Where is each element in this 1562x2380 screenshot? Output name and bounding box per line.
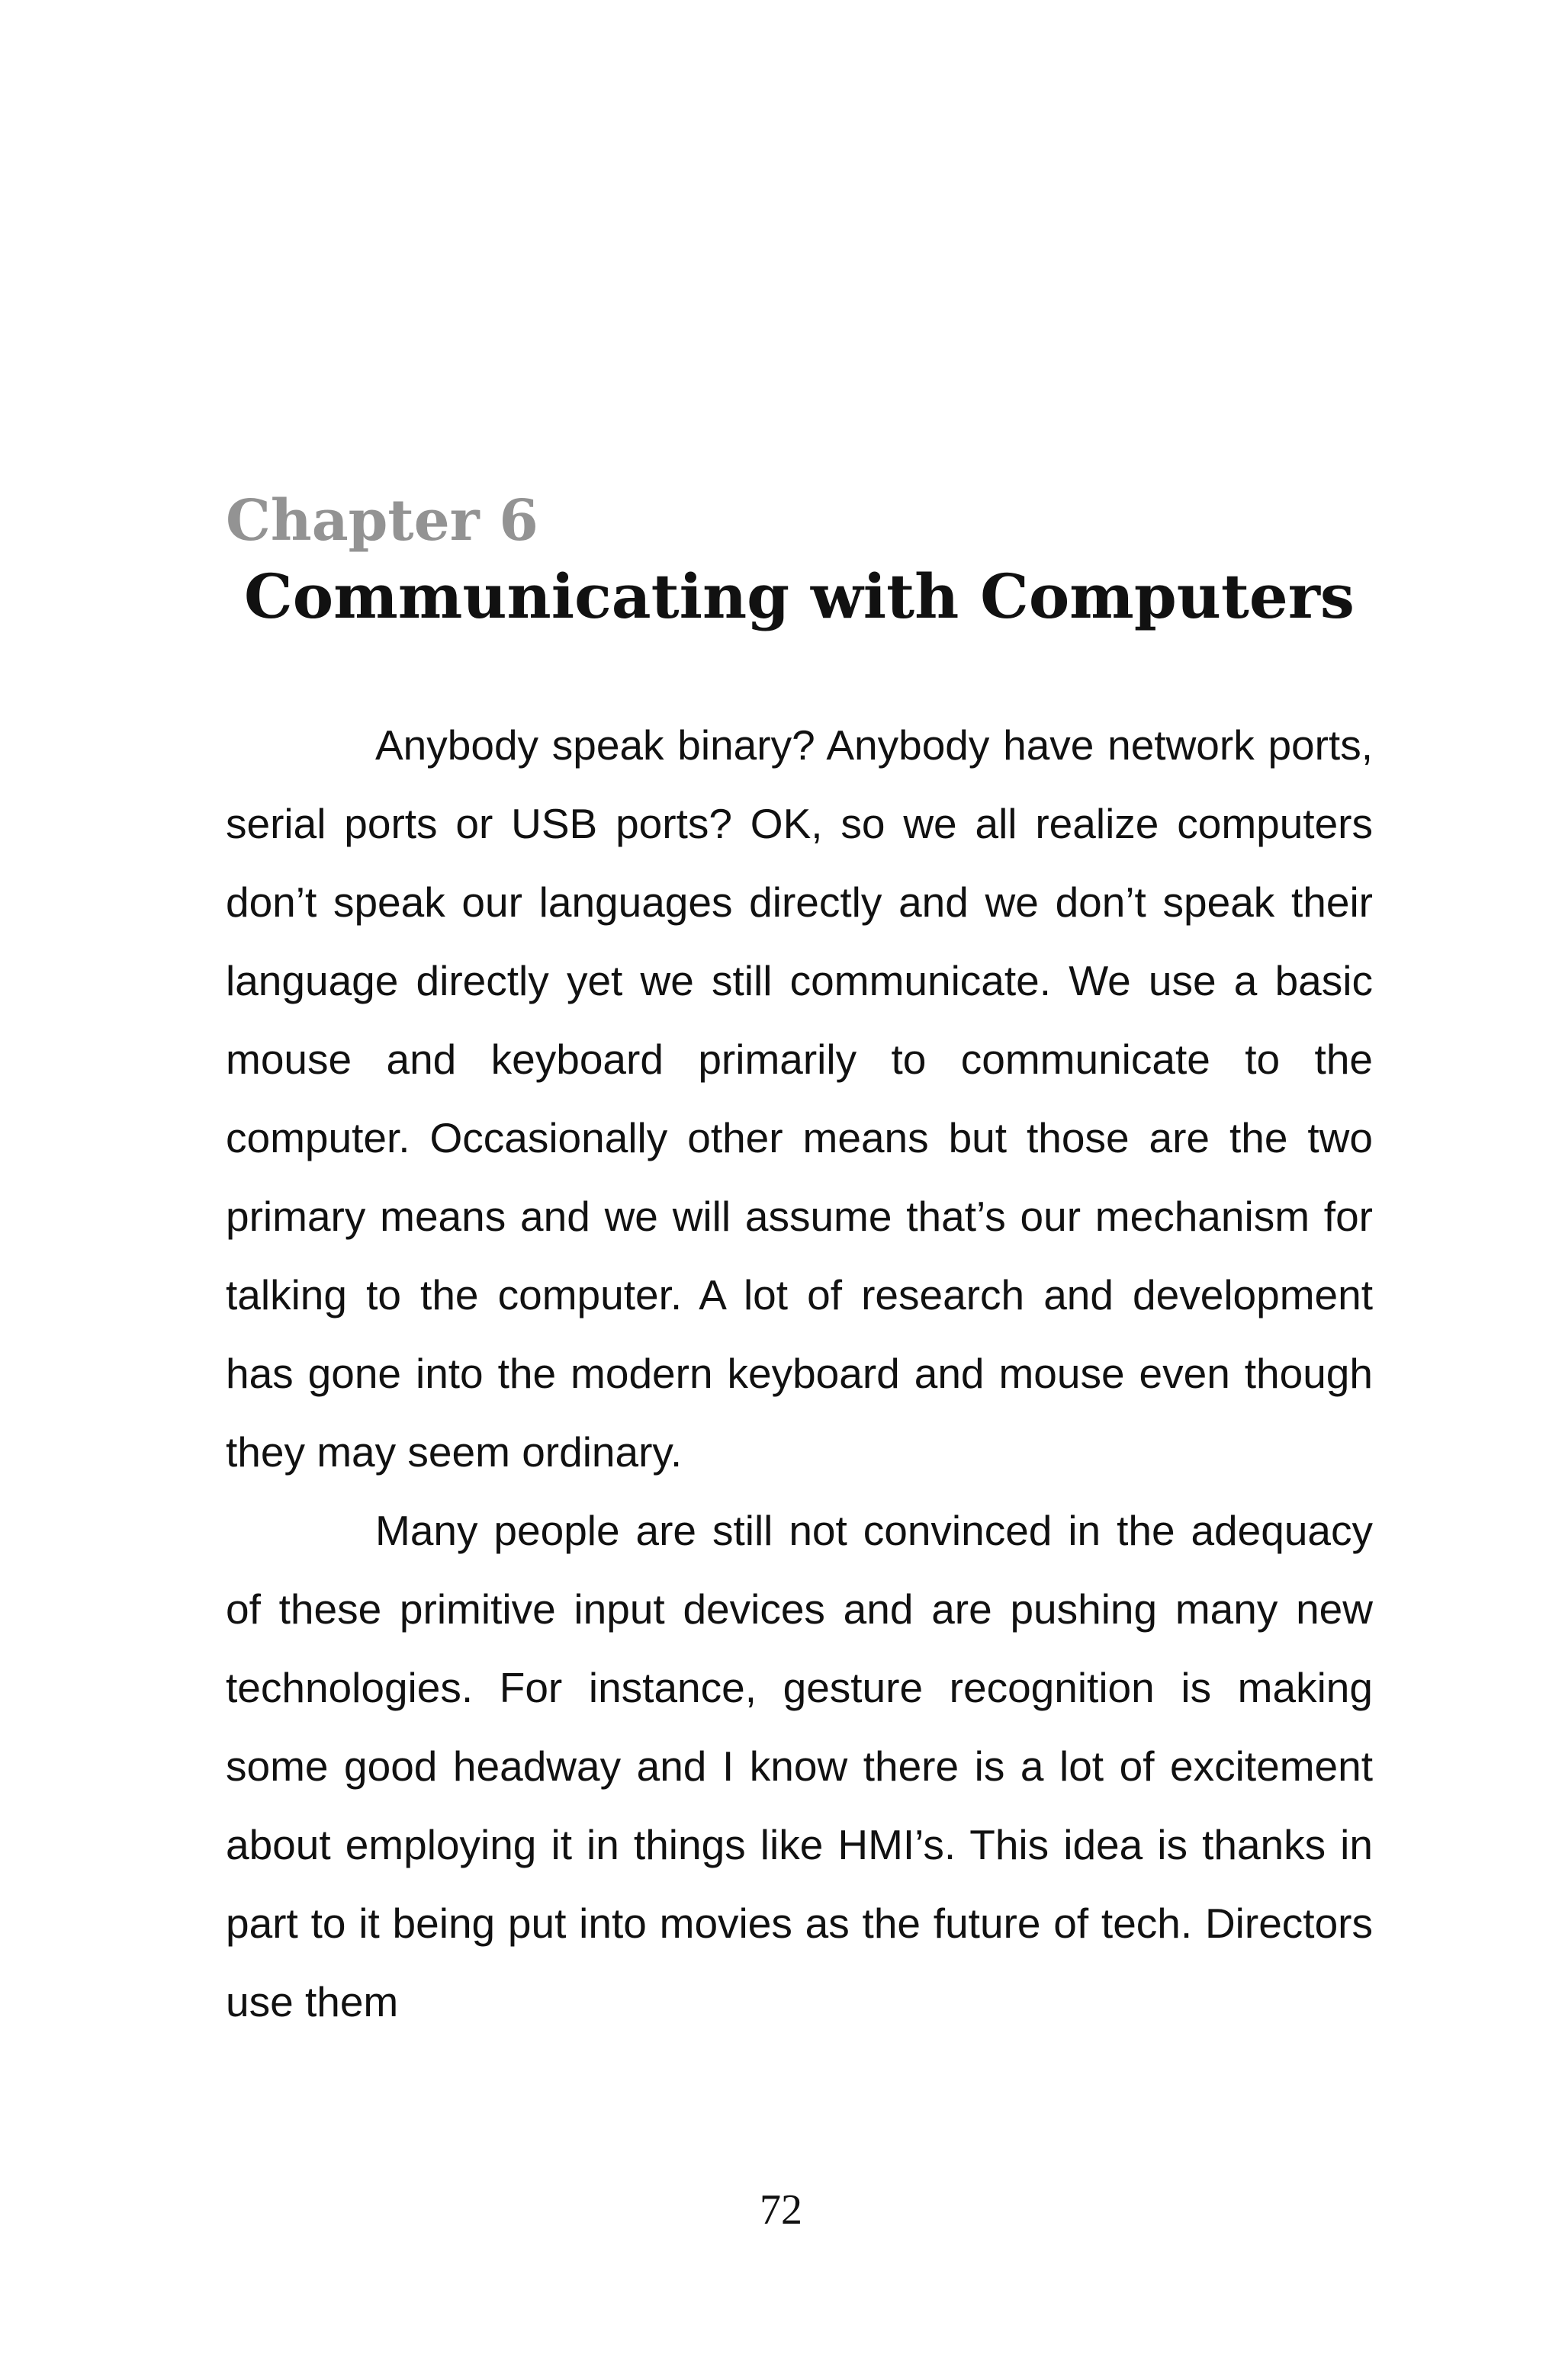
page-number: 72: [760, 2186, 802, 2234]
body-text: [226, 706, 1373, 2041]
chapter-label: Chapter 6: [226, 488, 538, 554]
chapter-title: Communicating with Computers: [244, 560, 1355, 632]
paragraph-1: Anybody speak binary? Anybody have network ports, serial ports or USB ports? OK, so we all realize computers don’t speak our languages directly and we don’t speak their language directly yet we still communicate. We use a basic mouse and keyboard primarily to communicate to the computer. Occasionally other means but those are the two primary means and we will assume that’s our mechanism for talking to the computer. A lot of research and development has gone into the modern keyboard and mouse even though they may seem ordinary.: [226, 721, 1373, 1476]
paragraph-2: Many people are still not convinced in the adequacy of these primitive input devices and are pushing many new technologies. For instance, gesture recognition is making some good headway and I know there is a lot of excitement about employing it in things like HMI’s. This idea is thanks in part to it being put into movies as the future of tech. Directors use them: [226, 1507, 1373, 2025]
